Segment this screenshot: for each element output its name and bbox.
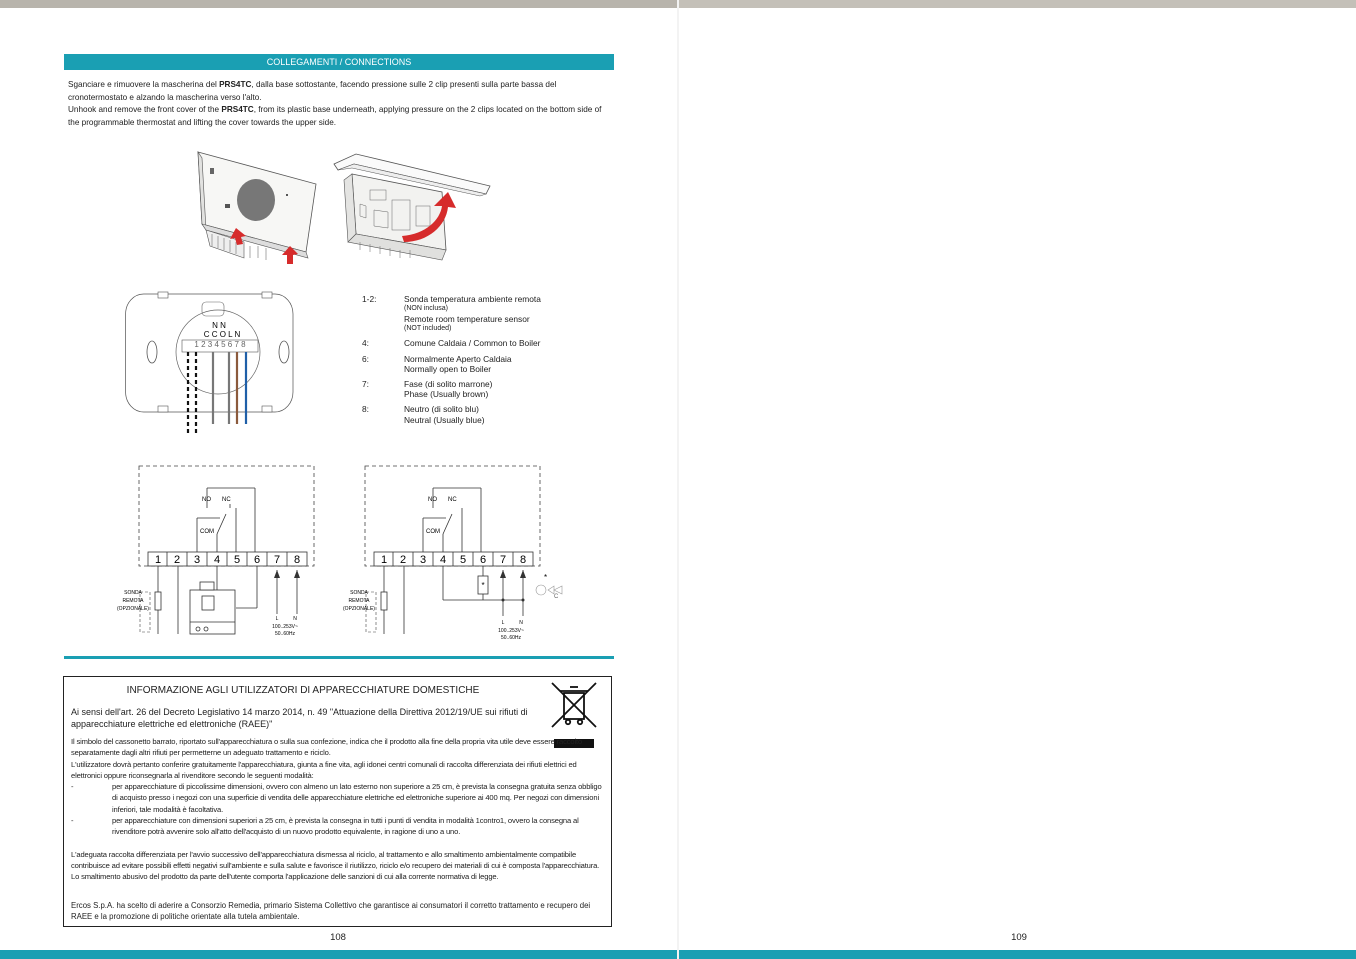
bottom-bar-left	[0, 950, 677, 959]
svg-text:N: N	[293, 616, 297, 622]
weee-title: INFORMAZIONE AGLI UTILIZZATORI DI APPARECCHIATURE DOMESTICHE	[126, 685, 480, 696]
intro-text	[68, 79, 614, 129]
intro-english: Unhook and remove the front cover of the PRS4TC, from its plastic base underneath, applying pressure on the 2 clips located on the bottom side of the programmable thermostat and lifting the cover towards the upper side.	[68, 105, 602, 127]
svg-text:7: 7	[273, 554, 281, 566]
thermostat-clips-illustration	[190, 146, 320, 271]
svg-text:2: 2	[399, 554, 407, 566]
label-no: NO	[202, 497, 211, 503]
wiring-diagram	[122, 290, 297, 440]
page-number-right: 109	[1011, 932, 1027, 943]
svg-text:6: 6	[253, 554, 261, 566]
svg-text:7: 7	[499, 554, 507, 566]
svg-text:C: C	[554, 594, 559, 600]
svg-text:L: L	[501, 620, 505, 626]
svg-text:100..253V~: 100..253V~	[272, 624, 298, 630]
label-com: COM	[200, 529, 214, 535]
schematic-valve	[336, 462, 571, 647]
probe-wires	[188, 352, 196, 435]
svg-text:50..60Hz: 50..60Hz	[274, 631, 296, 637]
top-bar-left	[0, 0, 678, 8]
intro-italian: Sganciare e rimuovere la mascherina del PRS4TC, dalla base sottostante, facendo pressione sulle 2 clip presenti sulla parte bassa del cronotermostato e alzando la mascherina verso l'alto.	[68, 80, 557, 102]
svg-text:(OPZIONALE): (OPZIONALE)	[117, 606, 149, 612]
page-number-left: 108	[330, 932, 346, 943]
boiler-icon	[190, 582, 235, 634]
wiring-mid-labels: C C O L N	[203, 330, 241, 339]
svg-text:SONDA: SONDA	[350, 590, 368, 596]
legend-item-6: 6: Normalmente Aperto Caldaia Normally open to Boiler	[362, 353, 512, 374]
svg-text:1: 1	[154, 554, 162, 566]
schematic-boiler	[110, 462, 325, 647]
display-circle	[237, 179, 275, 221]
svg-text:4: 4	[439, 554, 447, 566]
svg-text:4: 4	[213, 554, 221, 566]
label-nc: NC	[222, 497, 231, 503]
label-com-right: COM	[426, 529, 440, 535]
svg-text:8: 8	[519, 554, 527, 566]
svg-text:6: 6	[479, 554, 487, 566]
list-item: - per apparecchiature di piccolissime dimensioni, ovvero con almeno un lato esterno non superiore a 25 cm, è prevista la consegna gratuita senza obbligo di acquisto presso i negozi con una superficie di vendita delle apparecchiature elettriche ed elettroniche superiore ai 400 mq. Per negozi con dimensioni inferiori, tale modalità è facoltativa.	[71, 782, 602, 814]
svg-text:(OPZIONALE): (OPZIONALE)	[343, 606, 375, 612]
legend-item-1-2: 1-2: Sonda temperatura ambiente remota (NON inclusa) Remote room temperature sensor (NOT included)	[362, 294, 541, 332]
legend-item-8: 8: Neutro (di solito blu) Neutral (Usually blue)	[362, 404, 485, 425]
svg-text:REMOTA: REMOTA	[348, 598, 370, 604]
svg-text:SONDA: SONDA	[124, 590, 142, 596]
svg-text:5: 5	[233, 554, 241, 566]
page-divider	[677, 0, 679, 959]
legend-item-7: 7: Fase (di solito marrone) Phase (Usually brown)	[362, 379, 493, 400]
svg-text:100..253V~: 100..253V~	[498, 628, 524, 634]
terminal-legend	[362, 294, 612, 430]
label-no-right: NO	[428, 497, 437, 503]
svg-text:3: 3	[419, 554, 427, 566]
svg-text:*: *	[544, 573, 548, 582]
weee-info-box	[63, 676, 612, 927]
svg-text:50..60Hz: 50..60Hz	[500, 635, 522, 641]
probe-resistor	[155, 592, 161, 610]
crossed-bin-icon	[548, 679, 600, 731]
wiring-top-labels: N N	[212, 321, 226, 330]
svg-text:1: 1	[380, 554, 388, 566]
list-item: - per apparecchiature con dimensioni superiori a 25 cm, è prevista la consegna in tutti i punti di vendita in modalità 1contro1, ovvero la consegna al rivenditore potrà avvenire solo all'atto dell'acquisto di un nuovo prodotto equivalente, in ragione di uno a uno.	[71, 816, 579, 837]
svg-text:L: L	[275, 616, 279, 622]
legend-item-4: 4: Comune Caldaia / Common to Boiler	[362, 338, 541, 349]
section-header: COLLEGAMENTI / CONNECTIONS	[64, 54, 614, 70]
svg-text:N: N	[519, 620, 523, 626]
weee-law-reference: Ai sensi dell'art. 26 del Decreto Legislativo 14 marzo 2014, n. 49 "Attuazione della Direttiva 2012/19/UE sui rifiuti di apparecchiature elettriche ed elettroniche (RAEE)"	[71, 707, 528, 729]
svg-text:2: 2	[173, 554, 181, 566]
svg-text:8: 8	[293, 554, 301, 566]
svg-text:5: 5	[459, 554, 467, 566]
bottom-bar-right	[679, 950, 1356, 959]
svg-text:*: *	[481, 581, 485, 590]
wiring-terminal-numbers: 1 2 3 4 5 6 7 8	[194, 340, 246, 349]
weee-body: Il simbolo del cassonetto barrato, riportato sull'apparecchiatura o sulla sua confezione, indica che il prodotto alla fine della propria vita utile deve essere raccolto separatamente dagli altri rifiuti per permetterne un adeguato trattamento e riciclo. L'utilizzatore dovrà pertanto conferire gratuitamente l'apparecchiatura, giunta a fine vita, agli idonei centri comunali di raccolta differenziata dei rifiuti elettrici ed elettronici oppure riconsegnarla al rivenditore secondo le seguenti modalità: - per apparecchiature di piccolissime dimensioni, ovvero con almeno un lato esterno non superiore a 25 cm, è prevista la consegna gratuita senza obbligo di acquisto presso i negozi con una superficie di vendita delle apparecchiature elettriche ed elettroniche superiore ai 400 mq. Per negozi con dimensioni inferiori, tale modalità è facoltativa. - per apparecchiature con dimensioni superiori a 25 cm, è prevista la consegna in tutti i punti di vendita in modalità 1contro1, ovvero la consegna al rivenditore potrà avvenire solo all'atto dell'acquisto di un nuovo prodotto equivalente, in ragione di uno a uno. L'adeguata raccolta differenziata per l'avvio successivo dell'apparecchiatura dismessa al riciclo, al trattamento e allo smaltimento ambientalmente compatibile contribuisce ad evitare possibili effetti negativi sull'ambiente e sulla salute e favorisce il riutilizzo, riciclo e/o recupero dei materiali di cui è composta l'apparecchiatura. Lo smaltimento abusivo del prodotto da parte dell'utente comporta l'applicazione delle sanzioni di cui alla corrente normativa di legge.	[71, 736, 607, 883]
svg-text:3: 3	[193, 554, 201, 566]
svg-text:REMOTA: REMOTA	[122, 598, 144, 604]
terminal-strip	[148, 552, 307, 566]
label-nc-right: NC	[448, 497, 457, 503]
ercos-statement: Ercos S.p.A. ha scelto di aderire a Consorzio Remedia, primario Sistema Collettivo che garantisce ai consumatori il corretto trattamento e recupero dei RAEE e la promozione di politiche orientate alla tutela ambientale.	[71, 901, 591, 922]
section-divider	[64, 656, 614, 659]
top-bar-right	[678, 0, 1356, 8]
cover-lifting-illustration	[330, 150, 495, 270]
